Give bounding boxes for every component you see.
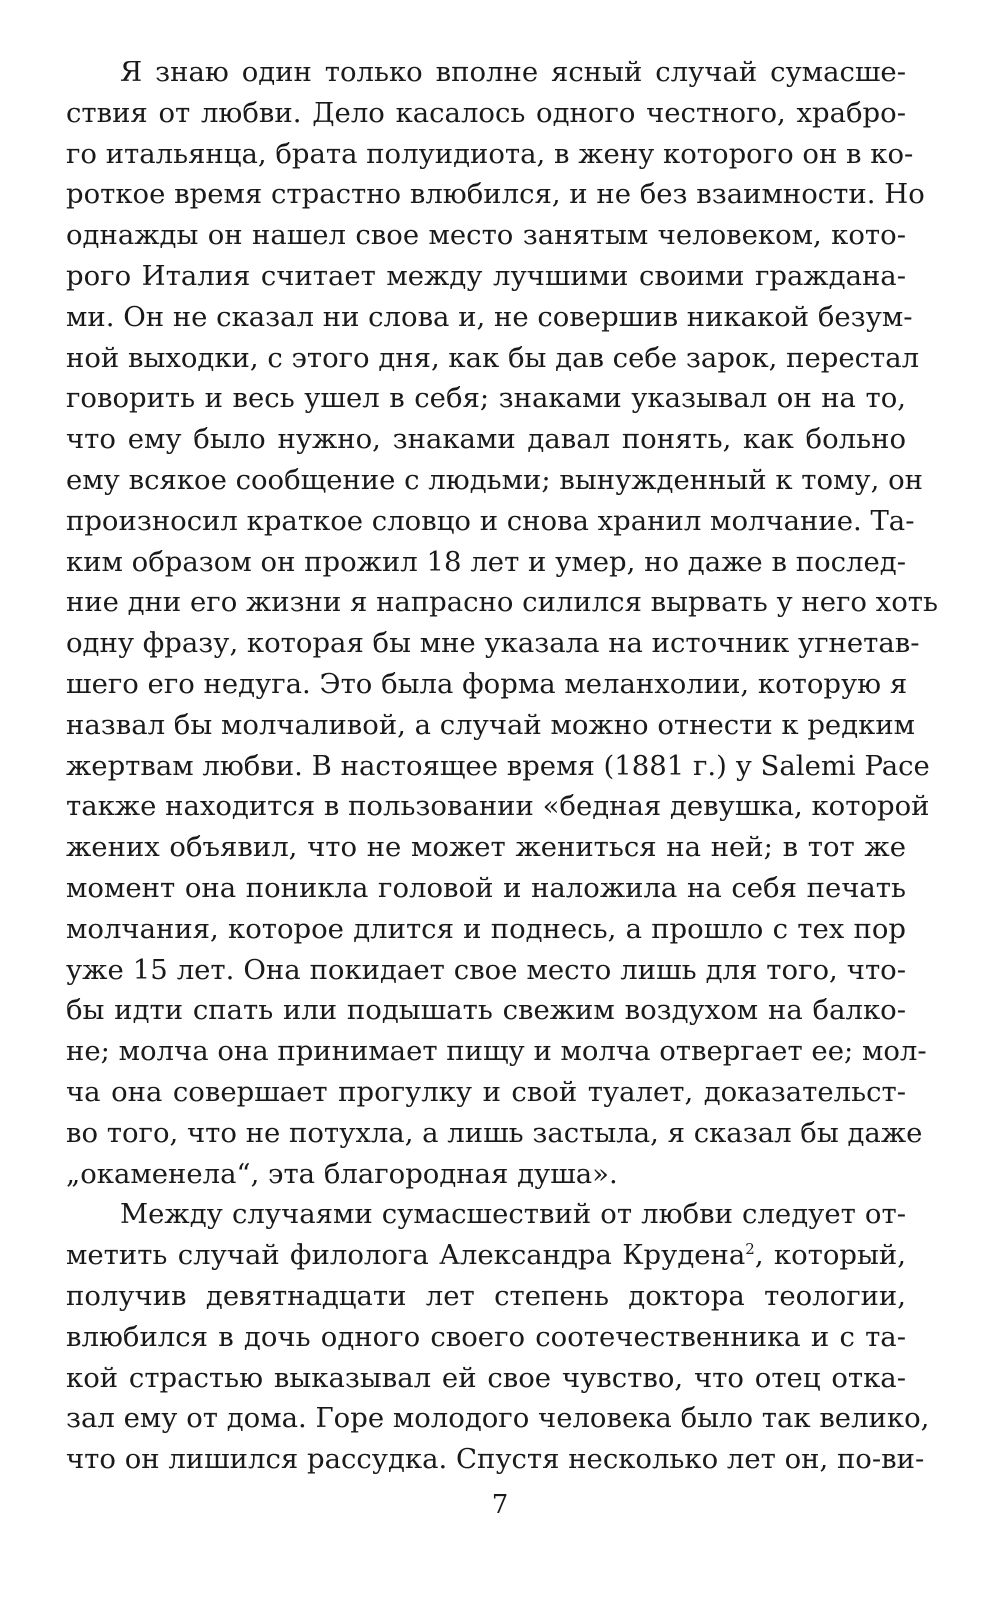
text-line: ким образом он прожил 18 лет и умер, но даже в послед-	[66, 545, 906, 578]
text-line: бы идти спать или подышать свежим воздухом на балко-	[66, 994, 906, 1027]
text-line: момент она поникла головой и наложила на себя печать	[66, 871, 906, 904]
text-line: получив девятнадцати лет степень доктора теологии,	[66, 1279, 906, 1312]
text-line: жертвам любви. В настоящее время (1881 г.) у Salemi Pace	[66, 749, 930, 782]
text-line: ние дни его жизни я напрасно силился вырвать у него хоть	[66, 586, 938, 619]
footnote-reference[interactable]: 2	[745, 1239, 755, 1258]
page-number: 7	[491, 1490, 509, 1520]
text-line: ча она совершает прогулку и свой туалет, доказательст-	[66, 1075, 906, 1108]
text-line: молчания, которое длится и поднесь, а прошло с тех пор	[66, 912, 906, 945]
text-line: „окаменела“, эта благородная душа».	[66, 1157, 618, 1190]
text-line: рого Италия считает между лучшими своими граждана-	[66, 259, 906, 292]
text-line: также находится в пользовании «бедная девушка, которой	[66, 790, 930, 823]
text-line: одну фразу, которая бы мне указала на источник угнетав-	[66, 627, 920, 660]
text-line: Между случаями сумасшествий от любви следует от-	[120, 1198, 906, 1231]
text-line: ствия от любви. Дело касалось одного честного, храбро-	[66, 96, 906, 129]
text-line: роткое время страстно влюбился, и не без взаимности. Но	[66, 178, 925, 211]
body-text	[66, 52, 938, 1480]
text-line: шего его недуга. Это была форма меланхолии, которую я	[66, 667, 908, 700]
text-line: произносил краткое словцо и снова хранил молчание. Та-	[66, 504, 915, 537]
text-segment: , который,	[754, 1239, 906, 1272]
text-line: однажды он нашел свое место занятым человеком, кото-	[66, 219, 906, 252]
text-line: ему всякое сообщение с людьми; вынужденный к тому, он	[66, 463, 923, 496]
text-segment: метить случай филолога Александра Крудена	[66, 1239, 746, 1272]
text-line: влюбился в дочь одного своего соотечественника и с та-	[66, 1320, 906, 1353]
text-line: что ему было нужно, знаками давал понять, как больно	[66, 423, 906, 456]
text-line: кой страстью выказывал ей свое чувство, что отец отка-	[66, 1361, 906, 1394]
text-line: жених объявил, что не может жениться на ней; в тот же	[66, 831, 906, 864]
paragraph-1	[66, 52, 938, 1194]
text-line: говорить и весь ушел в себя; знаками указывал он на то,	[66, 382, 906, 415]
paragraph-2	[66, 1194, 930, 1480]
text-line: зал ему от дома. Горе молодого человека было так велико,	[66, 1402, 930, 1435]
text-line: что он лишился рассудка. Спустя несколько лет он, по-ви-	[66, 1443, 925, 1476]
text-line: уже 15 лет. Она покидает свое место лишь для того, что-	[66, 953, 906, 986]
text-line: Я знаю один только вполне ясный случай сумасше-	[120, 56, 906, 88]
text-line: го итальянца, брата полуидиота, в жену которого он в ко-	[66, 137, 914, 170]
text-line: ми. Он не сказал ни слова и, не совершив никакой безум-	[66, 300, 913, 333]
text-line: назвал бы молчаливой, а случай можно отнести к редким	[66, 708, 916, 741]
text-line: не; молча она принимает пищу и молча отвергает ее; мол-	[66, 1035, 927, 1068]
text-line: ной выходки, с этого дня, как бы дав себе зарок, перестал	[66, 341, 920, 374]
text-line: во того, что не потухла, а лишь застыла, я сказал бы даже	[66, 1116, 923, 1149]
text-line-with-footnote	[66, 1235, 906, 1276]
